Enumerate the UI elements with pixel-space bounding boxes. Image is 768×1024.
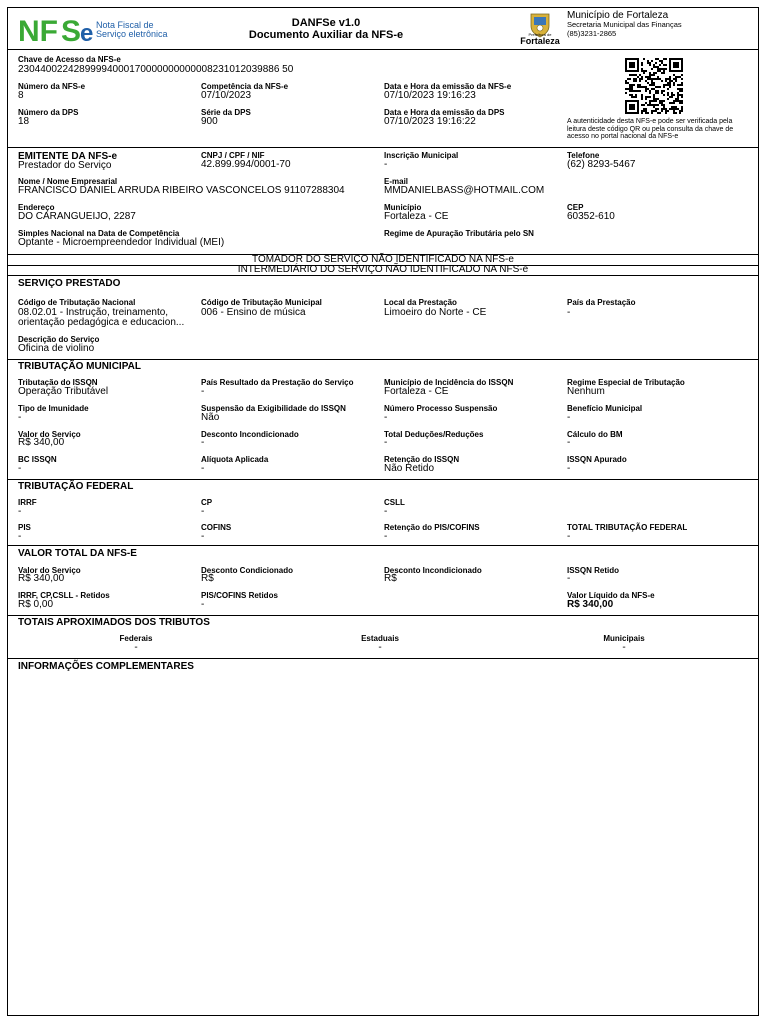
net-value-label: Valor Líquido da NFS-e — [567, 591, 655, 600]
benefit-label: Benefício Municipal — [567, 404, 643, 413]
place-label: Local da Prestação — [384, 298, 457, 307]
irrf-ret-label: IRRF, CP,CSLL - Retidos — [18, 591, 110, 600]
doc-title-block — [216, 17, 436, 41]
cep-label: CEP — [567, 203, 584, 212]
total-service-value: R$ 340,00 — [18, 573, 65, 584]
municipality-name: Município de Fortaleza — [567, 10, 669, 21]
emission-label: Data e Hora da emissão da NFS-e — [384, 82, 512, 91]
federal-approx-label: Federais — [119, 634, 153, 643]
bc-label: BC ISSQN — [18, 455, 57, 464]
qr-code[interactable] — [625, 58, 683, 114]
divider — [7, 545, 759, 546]
divider — [7, 658, 759, 659]
logo-sub-line1: Nota Fiscal de — [96, 20, 154, 30]
csll-value: - — [384, 506, 388, 517]
total-uncond-discount-label: Desconto Incondicionado — [384, 566, 482, 575]
cofins-value: - — [201, 531, 205, 542]
rate-value: - — [201, 463, 205, 474]
special-regime-value: Nenhum — [567, 386, 605, 397]
federal-tax-section-title: TRIBUTAÇÃO FEDERAL — [18, 481, 134, 492]
cond-discount-value: R$ — [201, 573, 214, 584]
total-uncond-discount-value: R$ — [384, 573, 397, 584]
federal-approx-value: - — [134, 642, 138, 653]
svg-text:e: e — [80, 20, 94, 45]
cp-label: CP — [201, 498, 213, 507]
email-value: MMDANIELBASS@HOTMAIL.COM — [384, 185, 545, 196]
retention-label: Retenção do ISSQN — [384, 455, 460, 464]
deductions-value: - — [384, 437, 388, 448]
approx-taxes-section-title: TOTAIS APROXIMADOS DOS TRIBUTOS — [18, 617, 210, 628]
uncond-discount-label: Desconto Incondicionado — [201, 430, 299, 439]
nfse-number-label: Número da NFS-e — [18, 82, 86, 91]
pis-cofins-retained-label: PIS/COFINS Retidos — [201, 591, 278, 600]
phone-value: (62) 8293-5467 — [567, 159, 636, 170]
immunity-value: - — [18, 412, 22, 423]
divider — [7, 479, 759, 480]
city-value: Fortaleza - CE — [384, 211, 449, 222]
dps-emission-label: Data e Hora da emissão da DPS — [384, 108, 505, 117]
issqn-ret-label: ISSQN Retido — [567, 566, 620, 575]
place-value: Limoeiro do Norte - CE — [384, 307, 487, 318]
email-label: E-mail — [384, 177, 409, 186]
dps-number-label: Número da DPS — [18, 108, 79, 117]
bm-label: Cálculo do BM — [567, 430, 623, 439]
result-country-label: País Resultado da Prestação do Serviço — [201, 378, 354, 387]
csll-label: CSLL — [384, 498, 405, 507]
dps-number-value: 18 — [18, 116, 30, 127]
issqn-ret-value: - — [567, 573, 571, 584]
divider — [7, 615, 759, 616]
divider — [7, 359, 759, 360]
incidence-value: Fortaleza - CE — [384, 386, 449, 397]
state-approx-label: Estaduais — [361, 634, 399, 643]
nfse-number-value: 8 — [18, 90, 24, 101]
competence-label: Competência da NFS-e — [201, 82, 289, 91]
net-value: R$ 340,00 — [567, 599, 614, 610]
national-code-value: 08.02.01 - Instrução, treinamento, orientação pedagógica e educacion... — [18, 307, 185, 328]
emission-value: 07/10/2023 19:16:23 — [384, 90, 476, 101]
address-value: DO CARANGUEIJO, 2287 — [18, 211, 136, 222]
municipal-code-label: Código de Tributação Municipal — [201, 298, 322, 307]
taker-notice: TOMADOR DO SERVIÇO NÃO IDENTIFICADO NA NFS-e — [252, 254, 514, 265]
service-section-title: SERVIÇO PRESTADO — [18, 278, 121, 289]
qr-note: A autenticidade desta NFS-e pode ser verificada pela leitura deste código QR ou pela consulta da chave de acesso no portal nacional da NFS-e — [567, 118, 734, 140]
name-value: FRANCISCO DANIEL ARRUDA RIBEIRO VASCONCELOS 91107288304 — [18, 185, 345, 196]
municipality-block — [567, 10, 682, 38]
irrf-ret-value: R$ 0,00 — [18, 599, 54, 610]
municipal-reg-value: - — [384, 159, 388, 170]
access-key-value: 23044002242899994000170000000000008231012039886 50 — [18, 64, 294, 75]
logo-subtitle — [96, 21, 168, 39]
retention-value: Não Retido — [384, 463, 435, 474]
simples-value: Optante - Microempreendedor Individual (MEI) — [18, 237, 225, 248]
cp-value: - — [201, 506, 205, 517]
municipal-approx-label: Municipais — [603, 634, 645, 643]
intermediary-notice: INTERMEDIÁRIO DO SERVIÇO NÃO IDENTIFICADO NA NFS-e — [237, 264, 529, 275]
simples-label: Simples Nacional na Data de Competência — [18, 229, 180, 238]
immunity-label: Tipo de Imunidade — [18, 404, 89, 413]
bm-value: - — [567, 437, 571, 448]
deductions-label: Total Deduções/Reduções — [384, 430, 484, 439]
municipal-approx-value: - — [622, 642, 626, 653]
dps-series-label: Série da DPS — [201, 108, 251, 117]
calculated-value: - — [567, 463, 571, 474]
uncond-discount-value: - — [201, 437, 205, 448]
competence-value: 07/10/2023 — [201, 90, 252, 101]
benefit-value: - — [567, 412, 571, 423]
issqn-value: Operação Tributável — [18, 386, 109, 397]
doc-subtitle: Documento Auxiliar da NFS-e — [248, 29, 404, 41]
municipal-code-value: 006 - Ensino de música — [201, 307, 306, 318]
crest-name: Fortaleza — [520, 36, 560, 46]
cnpj-value: 42.899.994/0001-70 — [201, 159, 291, 170]
calculated-label: ISSQN Apurado — [567, 455, 627, 464]
irrf-label: IRRF — [18, 498, 37, 507]
qr-code-icon — [625, 58, 683, 114]
address-label: Endereço — [18, 203, 55, 212]
suspension-value: Não — [201, 412, 220, 423]
doc-title: DANFSe v1.0 — [291, 17, 361, 29]
city-label: Município — [384, 203, 422, 212]
pis-cofins-ret-label: Retenção do PIS/COFINS — [384, 523, 480, 532]
svg-text:S: S — [61, 15, 82, 45]
dps-series-value: 900 — [201, 116, 218, 127]
cond-discount-label: Desconto Condicionado — [201, 566, 293, 575]
pis-cofins-retained-value: - — [201, 599, 205, 610]
crest-small-text: Prefeitura de — [528, 32, 552, 37]
divider — [7, 275, 759, 276]
secretariat-phone: (85)3231-2865 — [567, 28, 617, 38]
federal-total-value: - — [567, 531, 571, 542]
country-value: - — [567, 307, 571, 318]
service-value: R$ 340,00 — [18, 437, 65, 448]
dps-emission-value: 07/10/2023 19:16:22 — [384, 116, 476, 127]
svg-text:NF: NF — [18, 15, 58, 45]
issqn-label: Tributação do ISSQN — [18, 378, 98, 387]
phone-label: Telefone — [567, 151, 600, 160]
name-label: Nome / Nome Empresarial — [18, 177, 118, 186]
complementary-section-title: INFORMAÇÕES COMPLEMENTARES — [18, 661, 194, 672]
logo-sub-line2: Serviço eletrônica — [96, 29, 168, 39]
special-regime-label: Regime Especial de Tributação — [567, 378, 685, 387]
cep-value: 60352-610 — [567, 211, 615, 222]
secretariat-name: Secretaria Municipal das Finanças — [567, 20, 682, 29]
service-value-label: Valor do Serviço — [18, 430, 81, 439]
danfse-page — [7, 7, 759, 1016]
total-value-section-title: VALOR TOTAL DA NFS-E — [18, 548, 137, 559]
pis-label: PIS — [18, 523, 31, 532]
access-key-label: Chave de Acesso da NFS-e — [18, 55, 121, 64]
pis-cofins-ret-value: - — [384, 531, 388, 542]
country-label: País da Prestação — [567, 298, 636, 307]
divider — [7, 49, 759, 50]
description-value: Oficina de violino — [18, 343, 95, 354]
cnpj-label: CNPJ / CPF / NIF — [201, 151, 265, 160]
process-value: - — [384, 412, 388, 423]
national-code-label: Código de Tributação Nacional — [18, 298, 136, 307]
emitter-section-title: EMITENTE DA NFS-e — [18, 151, 118, 162]
rate-label: Alíquota Aplicada — [201, 455, 269, 464]
description-label: Descrição do Serviço — [18, 335, 100, 344]
total-service-value-label: Valor do Serviço — [18, 566, 81, 575]
irrf-value: - — [18, 506, 22, 517]
state-approx-value: - — [378, 642, 382, 653]
federal-total-label: TOTAL TRIBUTAÇÃO FEDERAL — [567, 523, 688, 532]
regime-label: Regime de Apuração Tributária pelo SN — [384, 229, 534, 238]
process-label: Número Processo Suspensão — [384, 404, 498, 413]
incidence-label: Município de Incidência do ISSQN — [384, 378, 514, 387]
municipal-reg-label: Inscrição Municipal — [384, 151, 459, 160]
result-country-value: - — [201, 386, 205, 397]
emitter-role: Prestador do Serviço — [18, 160, 112, 171]
bc-value: - — [18, 463, 22, 474]
municipal-tax-section-title: TRIBUTAÇÃO MUNICIPAL — [18, 361, 141, 372]
pis-value: - — [18, 531, 22, 542]
cofins-label: COFINS — [201, 523, 232, 532]
suspension-label: Suspensão da Exigibilidade do ISSQN — [201, 404, 346, 413]
divider — [7, 147, 759, 148]
